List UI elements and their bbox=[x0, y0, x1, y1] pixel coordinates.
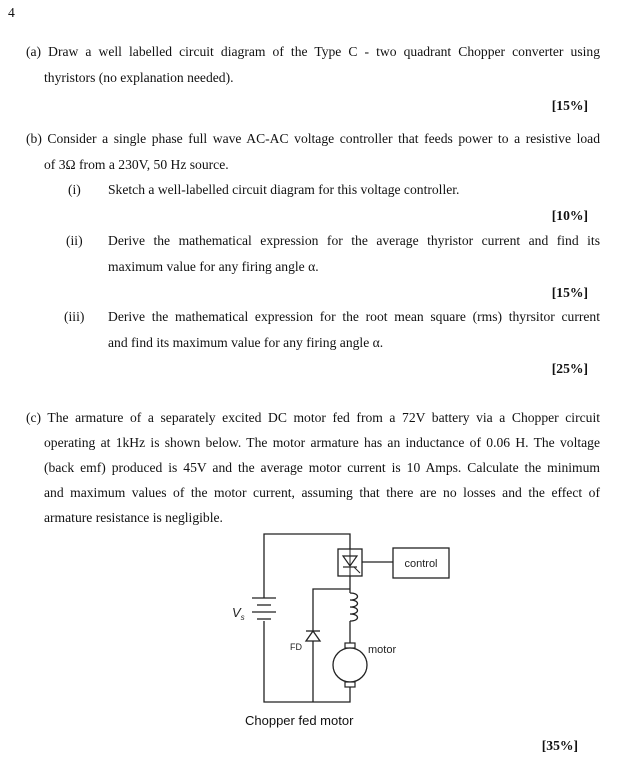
part-b-i-number: (i) bbox=[68, 182, 81, 197]
motor-label: motor bbox=[368, 644, 397, 656]
part-c-line2: operating at 1kHz is shown below. The motor armature has an inductance of 0.06 H. The voltage bbox=[44, 435, 600, 450]
part-b-i-line1: Sketch a well-labelled circuit diagram for this voltage controller. bbox=[108, 182, 460, 197]
part-b-line2: of 3Ω from a 230V, 50 Hz source. bbox=[44, 157, 229, 172]
control-label: control bbox=[404, 558, 438, 570]
part-c-line5: armature resistance is negligible. bbox=[44, 510, 223, 525]
part-b-ii-number: (ii) bbox=[66, 233, 83, 248]
diode-icon bbox=[306, 631, 320, 641]
motor-icon bbox=[333, 643, 367, 687]
part-c-line1: (c) The armature of a separately excited DC motor fed from a 72V battery via a Chopper circuit bbox=[26, 410, 600, 425]
part-b-iii-number: (iii) bbox=[64, 309, 85, 324]
diagram-caption: Chopper fed motor bbox=[245, 713, 354, 728]
inductor-icon bbox=[350, 593, 358, 621]
part-c-line3: (back emf) produced is 45V and the average motor current is 10 Amps. Calculate the minimum bbox=[44, 460, 600, 475]
part-b-line1: (b) Consider a single phase full wave AC-AC voltage controller that feeds power to a resistive load bbox=[26, 131, 600, 146]
part-b-ii-line1: Derive the mathematical expression for the average thyristor current and find its bbox=[108, 233, 600, 248]
part-a-line1: (a) Draw a well labelled circuit diagram of the Type C - two quadrant Chopper converter using bbox=[26, 44, 600, 59]
part-b-iii-marks: [25%] bbox=[551, 361, 588, 376]
vs-label: $V_s$ bbox=[232, 605, 245, 622]
part-b-i-marks: [10%] bbox=[551, 208, 588, 223]
part-b-ii-line2: maximum value for any firing angle α. bbox=[108, 259, 319, 274]
battery-icon bbox=[252, 598, 276, 619]
part-a-marks: [15%] bbox=[551, 98, 588, 113]
fd-label: FD bbox=[290, 642, 302, 652]
part-c-line4: and maximum values of the motor current, assuming that there are no losses and the effect of bbox=[44, 485, 600, 500]
part-a-line2: thyristors (no explanation needed). bbox=[44, 70, 234, 85]
page-number: 4 bbox=[8, 5, 15, 20]
part-b-ii-marks: [15%] bbox=[551, 285, 588, 300]
thyristor-icon bbox=[338, 549, 362, 576]
part-b-iii-line2: and find its maximum value for any firing angle α. bbox=[108, 335, 384, 350]
part-c-marks: [35%] bbox=[541, 738, 578, 753]
part-b-iii-line1: Derive the mathematical expression for the root mean square (rms) thyrsitor current bbox=[108, 309, 600, 324]
